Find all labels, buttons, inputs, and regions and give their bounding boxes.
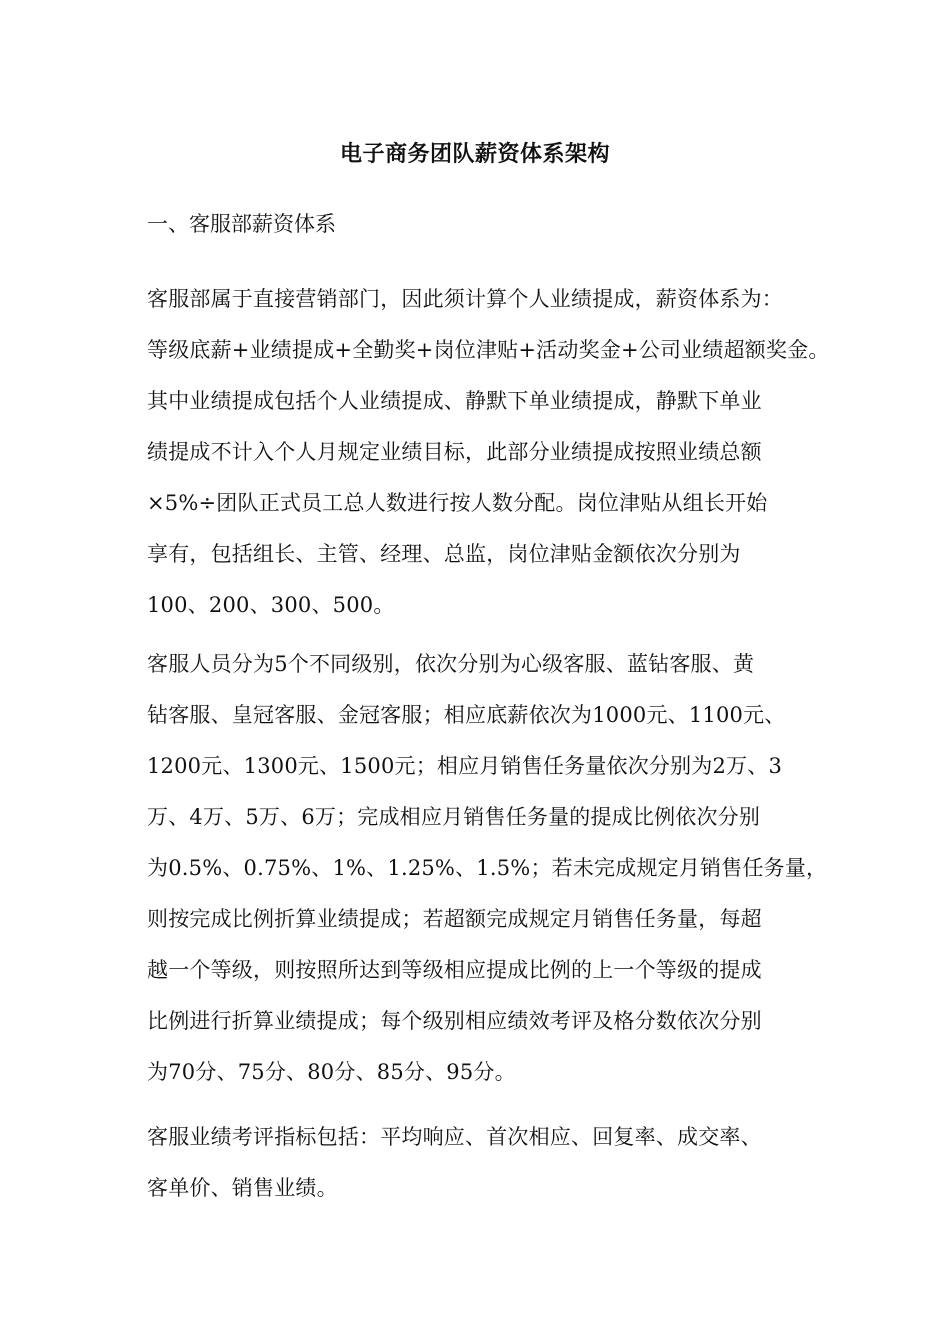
paragraph-line: 则按完成比例折算业绩提成；若超额完成规定月销售任务量，每超 — [147, 907, 762, 931]
paragraph-line: 绩提成不计入个人月规定业绩目标，此部分业绩提成按照业绩总额 — [147, 440, 762, 464]
paragraph-line: 客单价、销售业绩。 — [147, 1176, 338, 1200]
paragraph-staff-levels — [147, 649, 828, 1108]
paragraph-line: 万、4万、5万、6万；完成相应月销售任务量的提成比例依次分别 — [147, 805, 761, 829]
paragraph-line: 为0.5%、0.75%、1%、1.25%、1.5%；若未完成规定月销售任务量， — [147, 856, 828, 880]
paragraph-line: 钻客服、皇冠客服、金冠客服；相应底薪依次为1000元、1100元、 — [147, 703, 786, 727]
document-title: 电子商务团队薪资体系架构 — [339, 141, 610, 167]
paragraph-line: 其中业绩提成包括个人业绩提成、静默下单业绩提成，静默下单业 — [147, 389, 762, 413]
paragraph-line: 客服人员分为5个不同级别，依次分别为心级客服、蓝钻客服、黄 — [147, 652, 755, 676]
paragraph-line: 享有，包括组长、主管、经理、总监，岗位津贴金额依次分别为 — [147, 542, 741, 566]
paragraph-line: 客服部属于直接营销部门，因此须计算个人业绩提成，薪资体系为： — [147, 287, 783, 311]
paragraph-line: 越一个等级，则按照所达到等级相应提成比例的上一个等级的提成 — [147, 958, 762, 982]
paragraph-line: 100、200、300、500。 — [147, 593, 395, 617]
paragraph-line: 1200元、1300元、1500元；相应月销售任务量依次分别为2万、3 — [147, 754, 783, 778]
section-heading: 一、客服部薪资体系 — [147, 212, 336, 236]
paragraph-line: 客服业绩考评指标包括：平均响应、首次相应、回复率、成交率、 — [147, 1125, 762, 1149]
paragraph-salary-structure — [147, 284, 830, 641]
paragraph-line: ×5%÷团队正式员工总人数进行按人数分配。岗位津贴从组长开始 — [147, 491, 768, 515]
paragraph-line: 为70分、75分、80分、85分、95分。 — [147, 1060, 516, 1084]
paragraph-line: 比例进行折算业绩提成；每个级别相应绩效考评及格分数依次分别 — [147, 1009, 762, 1033]
paragraph-kpi — [147, 1122, 807, 1224]
paragraph-line: 等级底薪+业绩提成+全勤奖+岗位津贴+活动奖金+公司业绩超额奖金。 — [147, 338, 830, 362]
